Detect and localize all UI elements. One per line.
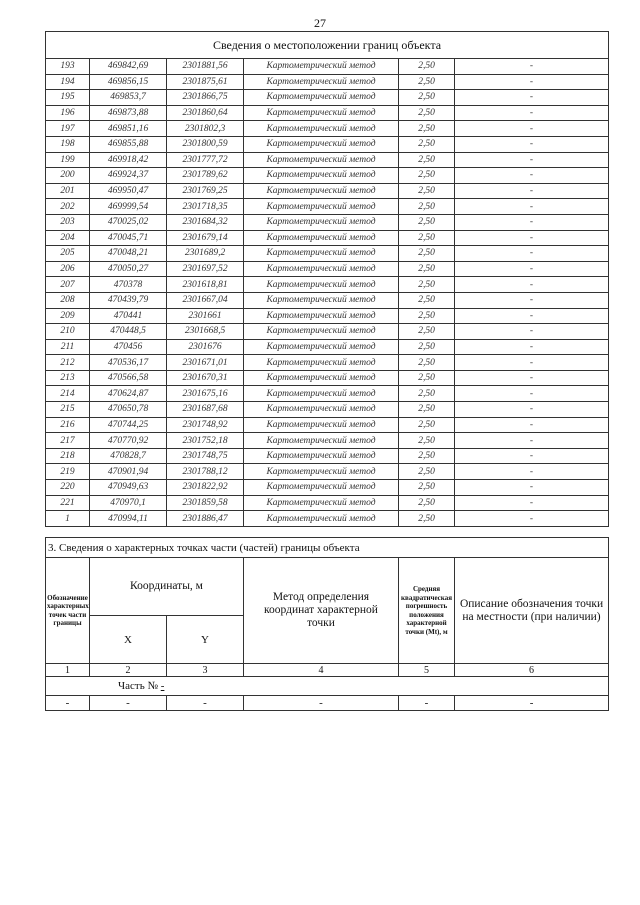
coord-y: 2301752,18 (167, 433, 244, 449)
point-number: 216 (46, 417, 90, 433)
coord-y: 2301866,75 (167, 90, 244, 106)
method: Картометрический метод (244, 308, 399, 324)
part-value: - (160, 680, 165, 692)
table-row (46, 402, 609, 418)
accuracy: 2,50 (399, 121, 455, 137)
method: Картометрический метод (244, 183, 399, 199)
method: Картометрический метод (244, 324, 399, 340)
description: - (455, 121, 609, 137)
part-label-cell (46, 677, 609, 696)
method: Картометрический метод (244, 495, 399, 511)
coord-x: 470448,5 (90, 324, 167, 340)
coord-y: 2301670,31 (167, 370, 244, 386)
method: Картометрический метод (244, 402, 399, 418)
accuracy: 2,50 (399, 511, 455, 527)
point-number: 208 (46, 292, 90, 308)
description: - (455, 246, 609, 262)
coord-y: 2301777,72 (167, 152, 244, 168)
table-row (46, 261, 609, 277)
table-row (46, 308, 609, 324)
method: Картометрический метод (244, 355, 399, 371)
description: - (455, 511, 609, 527)
method: Картометрический метод (244, 230, 399, 246)
coord-y: 2301860,64 (167, 105, 244, 121)
coord-y: 2301886,47 (167, 511, 244, 527)
accuracy: 2,50 (399, 214, 455, 230)
point-number: 198 (46, 136, 90, 152)
coord-x: 470624,87 (90, 386, 167, 402)
table-row (46, 230, 609, 246)
point-number: 218 (46, 448, 90, 464)
accuracy: 2,50 (399, 261, 455, 277)
method: Картометрический метод (244, 448, 399, 464)
table-row (46, 214, 609, 230)
description: - (455, 292, 609, 308)
header-y: Y (167, 616, 244, 664)
accuracy: 2,50 (399, 105, 455, 121)
point-number: 199 (46, 152, 90, 168)
section-title: 3. Сведения о характерных точках части (частей) границы объекта (46, 538, 609, 558)
description: - (455, 402, 609, 418)
coord-x: 469856,15 (90, 74, 167, 90)
method: Картометрический метод (244, 74, 399, 90)
accuracy: 2,50 (399, 308, 455, 324)
table-row (46, 246, 609, 262)
table-row (46, 90, 609, 106)
table-row (46, 199, 609, 215)
point-number: 196 (46, 105, 90, 121)
accuracy: 2,50 (399, 464, 455, 480)
coord-x: 470045,71 (90, 230, 167, 246)
coord-x: 470566,58 (90, 370, 167, 386)
table-row (46, 105, 609, 121)
method: Картометрический метод (244, 433, 399, 449)
point-number: 207 (46, 277, 90, 293)
table-row (46, 433, 609, 449)
coord-x: 470994,11 (90, 511, 167, 527)
method: Картометрический метод (244, 511, 399, 527)
method: Картометрический метод (244, 339, 399, 355)
description: - (455, 168, 609, 184)
accuracy: 2,50 (399, 246, 455, 262)
description: - (455, 339, 609, 355)
empty-cell: - (455, 696, 609, 711)
coord-x: 470970,1 (90, 495, 167, 511)
accuracy: 2,50 (399, 136, 455, 152)
description: - (455, 183, 609, 199)
accuracy: 2,50 (399, 480, 455, 496)
table-title: Сведения о местоположении границ объекта (46, 32, 609, 59)
coord-x: 470441 (90, 308, 167, 324)
method: Картометрический метод (244, 90, 399, 106)
description: - (455, 59, 609, 75)
description: - (455, 74, 609, 90)
method: Картометрический метод (244, 480, 399, 496)
accuracy: 2,50 (399, 152, 455, 168)
point-number: 197 (46, 121, 90, 137)
description: - (455, 417, 609, 433)
method: Картометрический метод (244, 464, 399, 480)
table-row (46, 495, 609, 511)
coord-x: 469924,37 (90, 168, 167, 184)
method: Картометрический метод (244, 246, 399, 262)
point-number: 203 (46, 214, 90, 230)
coord-y: 2301661 (167, 308, 244, 324)
point-number: 220 (46, 480, 90, 496)
table-row (46, 370, 609, 386)
coord-y: 2301881,56 (167, 59, 244, 75)
coord-y: 2301748,75 (167, 448, 244, 464)
accuracy: 2,50 (399, 230, 455, 246)
part-label: Часть № (118, 680, 158, 692)
accuracy: 2,50 (399, 339, 455, 355)
table-row (46, 339, 609, 355)
description: - (455, 324, 609, 340)
coord-y: 2301697,52 (167, 261, 244, 277)
header-x: X (90, 616, 167, 664)
description: - (455, 370, 609, 386)
coord-y: 2301675,16 (167, 386, 244, 402)
accuracy: 2,50 (399, 59, 455, 75)
table-row (46, 417, 609, 433)
description: - (455, 355, 609, 371)
point-number: 212 (46, 355, 90, 371)
coord-x: 469842,69 (90, 59, 167, 75)
coord-y: 2301689,2 (167, 246, 244, 262)
part-points-table (45, 537, 609, 711)
column-number: 3 (167, 664, 244, 677)
table-row (46, 121, 609, 137)
coord-x: 470828,7 (90, 448, 167, 464)
point-number: 209 (46, 308, 90, 324)
table-row (46, 448, 609, 464)
table-row (46, 74, 609, 90)
point-number: 193 (46, 59, 90, 75)
coord-y: 2301676 (167, 339, 244, 355)
accuracy: 2,50 (399, 277, 455, 293)
coord-y: 2301788,12 (167, 464, 244, 480)
accuracy: 2,50 (399, 370, 455, 386)
description: - (455, 386, 609, 402)
coord-x: 469873,88 (90, 105, 167, 121)
coord-y: 2301789,62 (167, 168, 244, 184)
point-number: 195 (46, 90, 90, 106)
accuracy: 2,50 (399, 183, 455, 199)
method: Картометрический метод (244, 199, 399, 215)
description: - (455, 199, 609, 215)
accuracy: 2,50 (399, 495, 455, 511)
table-row (46, 136, 609, 152)
table-row (46, 183, 609, 199)
coord-x: 470048,21 (90, 246, 167, 262)
description: - (455, 261, 609, 277)
empty-cell: - (46, 696, 90, 711)
empty-cell: - (244, 696, 399, 711)
table-row (46, 152, 609, 168)
page-number: 27 (314, 16, 326, 30)
point-number: 214 (46, 386, 90, 402)
method: Картометрический метод (244, 417, 399, 433)
point-number: 221 (46, 495, 90, 511)
description: - (455, 152, 609, 168)
coord-y: 2301769,25 (167, 183, 244, 199)
coord-x: 470901,94 (90, 464, 167, 480)
point-number: 206 (46, 261, 90, 277)
point-number: 1 (46, 511, 90, 527)
method: Картометрический метод (244, 292, 399, 308)
accuracy: 2,50 (399, 402, 455, 418)
accuracy: 2,50 (399, 433, 455, 449)
coord-x: 470456 (90, 339, 167, 355)
coord-y: 2301671,01 (167, 355, 244, 371)
table-row (46, 355, 609, 371)
point-number: 202 (46, 199, 90, 215)
accuracy: 2,50 (399, 448, 455, 464)
coord-x: 470536,17 (90, 355, 167, 371)
accuracy: 2,50 (399, 386, 455, 402)
point-number: 204 (46, 230, 90, 246)
accuracy: 2,50 (399, 199, 455, 215)
table-row (46, 511, 609, 527)
table-row (46, 464, 609, 480)
coord-y: 2301618,81 (167, 277, 244, 293)
accuracy: 2,50 (399, 355, 455, 371)
point-number: 217 (46, 433, 90, 449)
table-row (46, 480, 609, 496)
coord-x: 469999,54 (90, 199, 167, 215)
coord-y: 2301687,68 (167, 402, 244, 418)
description: - (455, 230, 609, 246)
accuracy: 2,50 (399, 168, 455, 184)
boundary-coordinates-table (45, 31, 609, 527)
coord-y: 2301822,92 (167, 480, 244, 496)
point-number: 213 (46, 370, 90, 386)
column-number: 2 (90, 664, 167, 677)
coord-x: 469918,42 (90, 152, 167, 168)
coord-x: 470650,78 (90, 402, 167, 418)
point-number: 200 (46, 168, 90, 184)
coord-y: 2301684,32 (167, 214, 244, 230)
table-row (46, 277, 609, 293)
header-coordinates: Координаты, м (90, 558, 244, 616)
method: Картометрический метод (244, 261, 399, 277)
coord-y: 2301800,59 (167, 136, 244, 152)
empty-cell: - (90, 696, 167, 711)
description: - (455, 448, 609, 464)
coord-x: 470770,92 (90, 433, 167, 449)
description: - (455, 277, 609, 293)
point-number: 215 (46, 402, 90, 418)
method: Картометрический метод (244, 370, 399, 386)
method: Картометрический метод (244, 121, 399, 137)
coord-x: 469950,47 (90, 183, 167, 199)
coord-y: 2301802,3 (167, 121, 244, 137)
column-number: 4 (244, 664, 399, 677)
column-number: 6 (455, 664, 609, 677)
header-accuracy: Средняя квадратическая погрешность положения характерной точки (Mt), м (399, 558, 455, 664)
coord-x: 470439,79 (90, 292, 167, 308)
method: Картометрический метод (244, 214, 399, 230)
coord-y: 2301668,5 (167, 324, 244, 340)
coord-x: 470744,25 (90, 417, 167, 433)
method: Картометрический метод (244, 386, 399, 402)
description: - (455, 136, 609, 152)
point-number: 201 (46, 183, 90, 199)
table-row (46, 168, 609, 184)
accuracy: 2,50 (399, 74, 455, 90)
coord-x: 469855,88 (90, 136, 167, 152)
table-row (46, 59, 609, 75)
method: Картометрический метод (244, 105, 399, 121)
accuracy: 2,50 (399, 324, 455, 340)
header-method: Метод определения координат характерной точки (244, 558, 399, 664)
coord-y: 2301859,58 (167, 495, 244, 511)
point-number: 205 (46, 246, 90, 262)
method: Картометрический метод (244, 152, 399, 168)
header-description: Описание обозначения точки на местности (при наличии) (455, 558, 609, 664)
accuracy: 2,50 (399, 90, 455, 106)
point-number: 219 (46, 464, 90, 480)
coord-x: 470378 (90, 277, 167, 293)
accuracy: 2,50 (399, 417, 455, 433)
accuracy: 2,50 (399, 292, 455, 308)
header-point-designation: Обозначение характерных точек части границы (46, 558, 90, 664)
table-row (46, 292, 609, 308)
coord-x: 469853,7 (90, 90, 167, 106)
point-number: 194 (46, 74, 90, 90)
method: Картометрический метод (244, 59, 399, 75)
empty-cell: - (399, 696, 455, 711)
description: - (455, 308, 609, 324)
column-number: 5 (399, 664, 455, 677)
description: - (455, 480, 609, 496)
point-number: 210 (46, 324, 90, 340)
coord-x: 470949,63 (90, 480, 167, 496)
table-row (46, 324, 609, 340)
table-row (46, 386, 609, 402)
coord-x: 470025,02 (90, 214, 167, 230)
description: - (455, 105, 609, 121)
coord-y: 2301718,35 (167, 199, 244, 215)
description: - (455, 214, 609, 230)
coord-x: 470050,27 (90, 261, 167, 277)
description: - (455, 495, 609, 511)
method: Картометрический метод (244, 136, 399, 152)
description: - (455, 433, 609, 449)
coord-x: 469851,16 (90, 121, 167, 137)
coord-y: 2301679,14 (167, 230, 244, 246)
coord-y: 2301748,92 (167, 417, 244, 433)
column-number: 1 (46, 664, 90, 677)
method: Картометрический метод (244, 168, 399, 184)
empty-cell: - (167, 696, 244, 711)
method: Картометрический метод (244, 277, 399, 293)
description: - (455, 90, 609, 106)
coord-y: 2301875,61 (167, 74, 244, 90)
description: - (455, 464, 609, 480)
point-number: 211 (46, 339, 90, 355)
coord-y: 2301667,04 (167, 292, 244, 308)
